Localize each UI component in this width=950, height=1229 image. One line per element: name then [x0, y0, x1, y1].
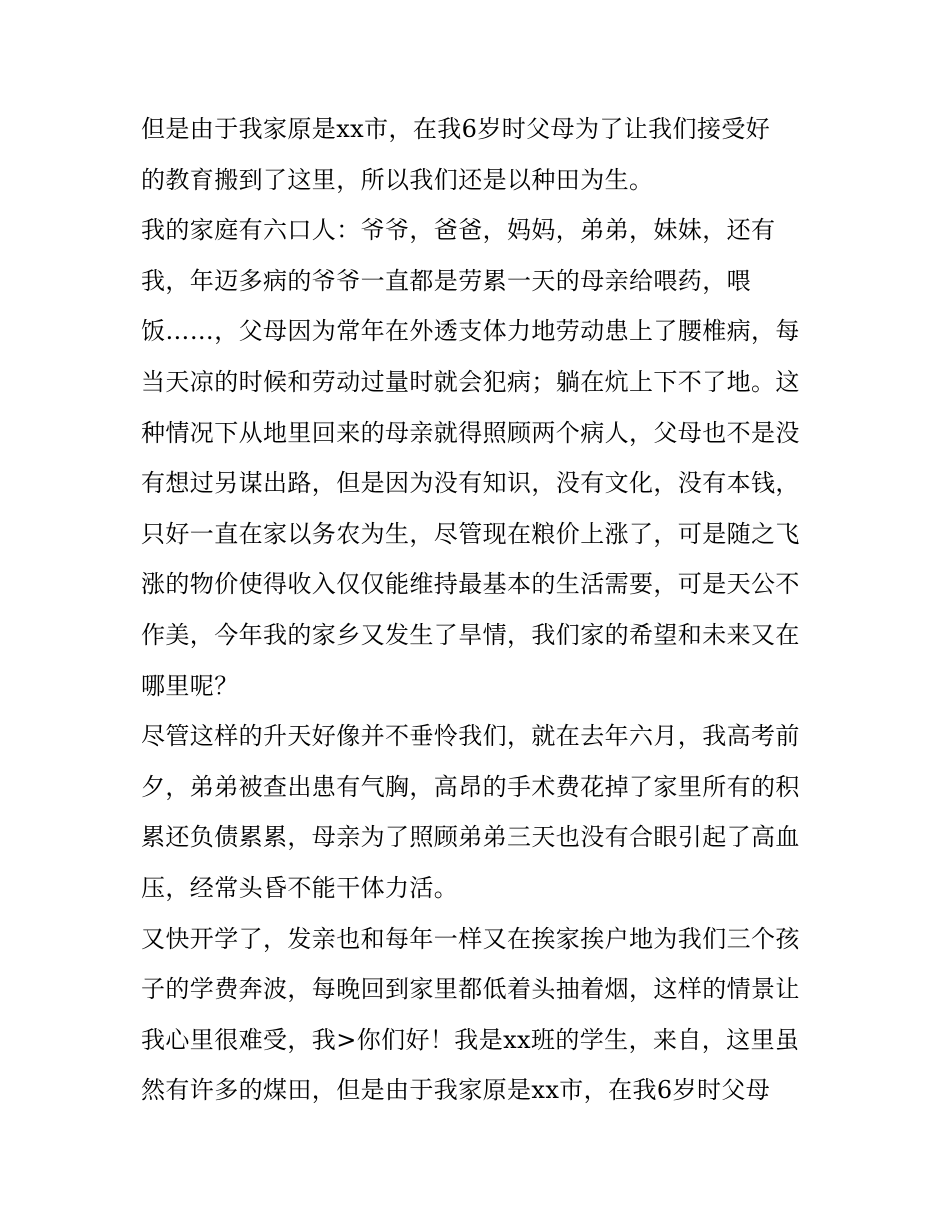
text-line: 哪里呢？ — [141, 671, 239, 700]
text-line: 涨的物价使得收入仅仅能维持最基本的生活需要，可是天公不 — [141, 570, 800, 599]
text-line: 当天凉的时候和劳动过量时就会犯病；躺在炕上下不了地。这 — [141, 367, 800, 396]
text-line: 压，经常头昏不能干体力活。 — [141, 873, 459, 902]
text-line: 又快开学了，发亲也和每年一样又在挨家挨户地为我们三个孩 — [141, 924, 800, 953]
text-line: 我的家庭有六口人：爷爷，爸爸，妈妈，弟弟，妹妹，还有 — [141, 216, 776, 245]
text-line: 的教育搬到了这里，所以我们还是以种田为生。 — [141, 165, 654, 194]
text-line: 有想过另谋出路，但是因为没有知识，没有文化，没有本钱， — [141, 469, 800, 498]
text-line: 然有许多的煤田，但是由于我家原是xx市，在我6岁时父母 — [141, 1076, 771, 1105]
text-line: 只好一直在家以务农为生，尽管现在粮价上涨了，可是随之飞 — [141, 519, 800, 548]
text-line: 夕，弟弟被查出患有气胸，高昂的手术费花掉了家里所有的积 — [141, 772, 800, 801]
text-line: 饭……，父母因为常年在外透支体力地劳动患上了腰椎病，每 — [141, 317, 800, 346]
text-line: 作美，今年我的家乡又发生了旱情，我们家的希望和未来又在 — [141, 620, 800, 649]
text-line: 但是由于我家原是xx市，在我6岁时父母为了让我们接受好 — [141, 115, 771, 143]
text-line: 尽管这样的升天好像并不垂怜我们，就在去年六月，我高考前 — [141, 722, 800, 751]
text-line: 我，年迈多病的爷爷一直都是劳累一天的母亲给喂药，喂 — [141, 266, 751, 295]
text-line: 子的学费奔波，每晚回到家里都低着头抽着烟，这样的情景让 — [141, 975, 800, 1004]
text-line: 我心里很难受，我>你们好！我是xx班的学生，来自，这里虽 — [141, 1025, 800, 1054]
document-body — [141, 104, 821, 1116]
text-line: 种情况下从地里回来的母亲就得照顾两个病人，父母也不是没 — [141, 418, 800, 447]
text-line: 累还负债累累，母亲为了照顾弟弟三天也没有合眼引起了高血 — [141, 823, 800, 852]
